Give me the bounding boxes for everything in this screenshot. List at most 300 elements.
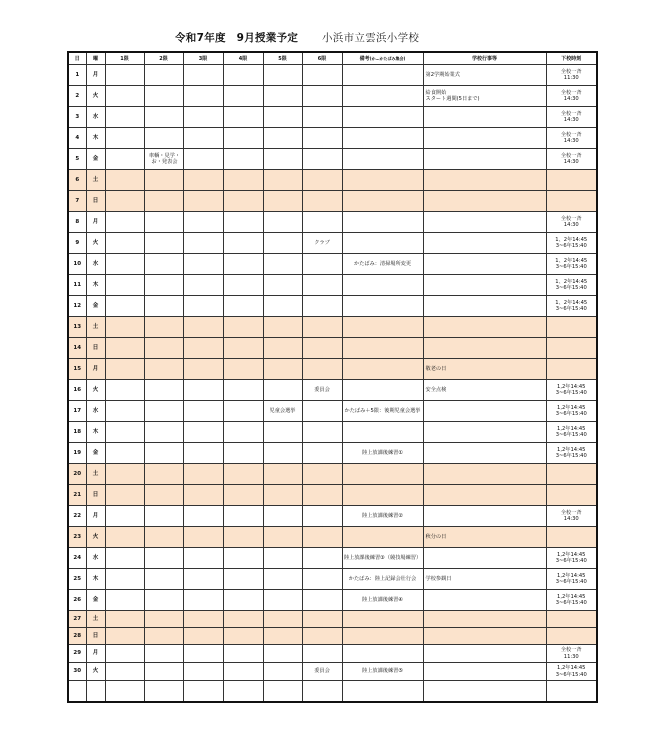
- period-1-cell: [105, 107, 144, 128]
- period-6-cell: [302, 275, 342, 296]
- period-5-cell: [263, 359, 302, 380]
- remarks-cell: [342, 170, 423, 191]
- dismissal-cell: [546, 569, 597, 590]
- dismissal-line-1: 1,2年14:45: [557, 593, 586, 600]
- event-cell: [423, 645, 546, 663]
- period-5-cell: [263, 254, 302, 275]
- table-row: [68, 443, 597, 464]
- period-3-cell: [183, 443, 223, 464]
- period-6-cell: [302, 317, 342, 338]
- period-4-cell: [223, 191, 263, 212]
- day-cell: 30: [68, 663, 86, 681]
- period-4-cell: [223, 317, 263, 338]
- period-4-cell: [223, 422, 263, 443]
- day-cell: 12: [68, 296, 86, 317]
- dismissal-cell: [546, 401, 597, 422]
- dismissal-line-1: 全校一斉: [560, 215, 582, 222]
- remarks-cell: [342, 611, 423, 628]
- period-1-cell: [105, 663, 144, 681]
- period-6-cell: [302, 170, 342, 191]
- schedule-table: [67, 51, 598, 703]
- period-2-cell: [144, 338, 183, 359]
- period-2-cell: [144, 663, 183, 681]
- period-6-cell: [302, 191, 342, 212]
- weekday-cell: 月: [86, 506, 105, 527]
- table-row: [68, 107, 597, 128]
- event-cell: [423, 359, 546, 380]
- dismissal-line-2: 3~6年15:40: [555, 285, 587, 291]
- event-text: 敬老の日: [425, 365, 447, 372]
- day-cell: 2: [68, 86, 86, 107]
- dismissal-cell: [546, 107, 597, 128]
- day-cell: 9: [68, 233, 86, 254]
- period-4-cell: [223, 149, 263, 170]
- table-row: [68, 645, 597, 663]
- weekday-cell: 火: [86, 380, 105, 401]
- table-row: [68, 663, 597, 681]
- header-events: 学校行事等: [423, 52, 546, 65]
- table-row: [68, 254, 597, 275]
- dismissal-line-2: 3~6年15:40: [555, 600, 587, 606]
- period-4-cell: [223, 548, 263, 569]
- period-4-cell: [223, 275, 263, 296]
- dismissal-line-1: 1,2年14:45: [557, 425, 586, 432]
- period-6-cell: [302, 611, 342, 628]
- period-2-cell: [144, 506, 183, 527]
- event-cell: [423, 212, 546, 233]
- weekday-cell: 木: [86, 569, 105, 590]
- period-3-cell: [183, 317, 223, 338]
- period-2-cell: [144, 443, 183, 464]
- period-3-cell: [183, 645, 223, 663]
- day-cell: 10: [68, 254, 86, 275]
- period-5-cell: [263, 191, 302, 212]
- period-1-cell: [105, 212, 144, 233]
- weekday-cell: 金: [86, 149, 105, 170]
- period-3-cell: [183, 128, 223, 149]
- remarks-cell: [342, 296, 423, 317]
- period-4-cell: [223, 401, 263, 422]
- period-5-cell: [263, 128, 302, 149]
- day-cell: 16: [68, 380, 86, 401]
- period-6-cell: 委員会: [302, 380, 342, 401]
- period-4-cell: [223, 464, 263, 485]
- period-5-cell: [263, 86, 302, 107]
- period-6-cell: クラブ: [302, 233, 342, 254]
- weekday-cell: 土: [86, 317, 105, 338]
- remarks-cell: [342, 191, 423, 212]
- period-6-cell: [302, 65, 342, 86]
- period-2-cell: [144, 380, 183, 401]
- period-5-cell: [263, 663, 302, 681]
- table-row: [68, 380, 597, 401]
- header-dow: 曜: [86, 52, 105, 65]
- period-3-cell: [183, 359, 223, 380]
- event-cell: [423, 569, 546, 590]
- day-cell: 25: [68, 569, 86, 590]
- remarks-cell: [342, 65, 423, 86]
- period-2-cell: [144, 86, 183, 107]
- period-6-cell: [302, 464, 342, 485]
- period-6-cell: [302, 527, 342, 548]
- period-4-cell: [223, 645, 263, 663]
- day-cell: 29: [68, 645, 86, 663]
- dismissal-cell: [546, 86, 597, 107]
- event-cell: [423, 401, 546, 422]
- weekday-cell: 土: [86, 611, 105, 628]
- period-3-cell: [183, 149, 223, 170]
- remarks-cell: [342, 128, 423, 149]
- period-6-cell: [302, 149, 342, 170]
- remarks-cell: 陸上放課後練習⑤: [342, 663, 423, 681]
- period-5-cell: [263, 107, 302, 128]
- table-row: [68, 422, 597, 443]
- event-cell: [423, 191, 546, 212]
- table-row: [68, 506, 597, 527]
- day-cell: 28: [68, 628, 86, 645]
- dismissal-cell: [546, 191, 597, 212]
- day-cell: 3: [68, 107, 86, 128]
- period-4-cell: [223, 506, 263, 527]
- period-1-cell: [105, 548, 144, 569]
- period-1-cell: [105, 170, 144, 191]
- event-cell: [423, 275, 546, 296]
- period-3-cell: [183, 663, 223, 681]
- period-1-cell: [105, 464, 144, 485]
- period-3-cell: [183, 254, 223, 275]
- weekday-cell: 月: [86, 212, 105, 233]
- blank-cell: [144, 681, 183, 703]
- weekday-cell: 月: [86, 65, 105, 86]
- remarks-cell: [342, 233, 423, 254]
- dismissal-line-1: 全校一斉: [560, 89, 582, 96]
- weekday-cell: 火: [86, 527, 105, 548]
- dismissal-line-1: 1,2年14:45: [557, 551, 586, 558]
- period-3-cell: [183, 296, 223, 317]
- period-2-cell: [144, 212, 183, 233]
- dismissal-cell: [546, 464, 597, 485]
- weekday-cell: 金: [86, 443, 105, 464]
- remarks-cell: [342, 275, 423, 296]
- day-cell: 4: [68, 128, 86, 149]
- remarks-cell: [342, 149, 423, 170]
- period-3-cell: [183, 422, 223, 443]
- remarks-cell: 陸上放課後練習①: [342, 443, 423, 464]
- period-2-cell: [144, 401, 183, 422]
- blank-cell: [105, 681, 144, 703]
- table-row: [68, 149, 597, 170]
- period-5-cell: [263, 275, 302, 296]
- period-5-cell: [263, 527, 302, 548]
- period-3-cell: [183, 275, 223, 296]
- remarks-cell: 陸上放課後練習③（競技場練習）: [342, 548, 423, 569]
- header-dismissal: 下校時刻: [546, 52, 597, 65]
- remarks-cell: [342, 359, 423, 380]
- blank-cell: [68, 681, 86, 703]
- dismissal-cell: [546, 506, 597, 527]
- period-5-cell: [263, 170, 302, 191]
- dismissal-line-2: 3~6年15:40: [555, 432, 587, 438]
- period-4-cell: [223, 65, 263, 86]
- period-4-cell: [223, 443, 263, 464]
- event-cell: [423, 233, 546, 254]
- table-row: [68, 569, 597, 590]
- period-5-cell: [263, 65, 302, 86]
- event-cell: [423, 128, 546, 149]
- period-3-cell: [183, 170, 223, 191]
- day-cell: 13: [68, 317, 86, 338]
- event-cell: [423, 107, 546, 128]
- period-1-cell: [105, 628, 144, 645]
- dismissal-line-2: 3~6年15:40: [555, 671, 587, 678]
- period-4-cell: [223, 128, 263, 149]
- table-row: [68, 548, 597, 569]
- event-text: 給食開始: [425, 89, 447, 96]
- dismissal-line-1: 1,2年14:45: [557, 665, 586, 672]
- dismissal-line-1: 1、2年14:45: [555, 236, 588, 243]
- table-row: [68, 275, 597, 296]
- day-cell: 8: [68, 212, 86, 233]
- remarks-cell: [342, 464, 423, 485]
- period-1-cell: [105, 569, 144, 590]
- period-1-cell: [105, 275, 144, 296]
- school-name: 小浜市立雲浜小学校: [322, 32, 420, 44]
- period-4-cell: [223, 212, 263, 233]
- remarks-cell: 陸上放課後練習④: [342, 590, 423, 611]
- blank-cell: [423, 681, 546, 703]
- period-1-cell: [105, 65, 144, 86]
- period-3-cell: [183, 527, 223, 548]
- period-1-cell: [105, 296, 144, 317]
- dismissal-line-1: 1,2年14:45: [557, 446, 586, 453]
- remarks-cell: [342, 317, 423, 338]
- table-row: [68, 628, 597, 645]
- period-1-cell: [105, 191, 144, 212]
- dismissal-cell: [546, 422, 597, 443]
- event-cell: [423, 485, 546, 506]
- header-period-2: 2限: [144, 52, 183, 65]
- weekday-cell: 木: [86, 128, 105, 149]
- event-cell: [423, 317, 546, 338]
- dismissal-line-2: 3~6年15:40: [555, 390, 587, 396]
- weekday-cell: 金: [86, 590, 105, 611]
- period-2-cell: [144, 590, 183, 611]
- event-cell: [423, 464, 546, 485]
- table-row: [68, 86, 597, 107]
- table-row: [68, 212, 597, 233]
- table-row: [68, 464, 597, 485]
- header-row: [68, 52, 597, 65]
- period-2-cell: [144, 191, 183, 212]
- period-4-cell: [223, 359, 263, 380]
- period-3-cell: [183, 86, 223, 107]
- blank-cell: [223, 681, 263, 703]
- period-2-cell: [144, 569, 183, 590]
- dismissal-line-2: 3~6年15:40: [555, 579, 587, 585]
- dismissal-cell: [546, 527, 597, 548]
- event-cell: [423, 611, 546, 628]
- table-row: [68, 191, 597, 212]
- table-row: [68, 296, 597, 317]
- remarks-cell: [342, 380, 423, 401]
- period-5-cell: [263, 645, 302, 663]
- remarks-cell: かたばみ＋5限：後期児童会選挙: [342, 401, 423, 422]
- period-3-cell: [183, 233, 223, 254]
- period-1-cell: [105, 527, 144, 548]
- period-6-cell: [302, 86, 342, 107]
- period-2-cell: [144, 422, 183, 443]
- dismissal-cell: [546, 485, 597, 506]
- header-period-3: 3限: [183, 52, 223, 65]
- period-2-cell: [144, 527, 183, 548]
- remarks-cell: [342, 485, 423, 506]
- table-row-blank: [68, 681, 597, 703]
- day-cell: 20: [68, 464, 86, 485]
- day-cell: 11: [68, 275, 86, 296]
- weekday-cell: 木: [86, 422, 105, 443]
- period-4-cell: [223, 590, 263, 611]
- dismissal-cell: [546, 548, 597, 569]
- period-5-cell: [263, 212, 302, 233]
- dismissal-cell: [546, 296, 597, 317]
- period-4-cell: [223, 86, 263, 107]
- dismissal-cell: [546, 645, 597, 663]
- table-row: [68, 233, 597, 254]
- table-row: [68, 401, 597, 422]
- dismissal-line-1: 全校一斉: [560, 68, 582, 75]
- dismissal-line-1: 全校一斉: [560, 110, 582, 117]
- header-period-6: 6限: [302, 52, 342, 65]
- dismissal-line-2: 3~6年15:40: [555, 453, 587, 459]
- dismissal-line-2: 14:30: [563, 516, 579, 522]
- period-3-cell: [183, 611, 223, 628]
- period-6-cell: [302, 628, 342, 645]
- event-cell: [423, 380, 546, 401]
- header-period-1: 1限: [105, 52, 144, 65]
- dismissal-cell: [546, 149, 597, 170]
- weekday-cell: 月: [86, 359, 105, 380]
- event-cell: [423, 663, 546, 681]
- event-text: 第2学期始業式: [425, 71, 460, 78]
- period-1-cell: [105, 254, 144, 275]
- weekday-cell: 火: [86, 663, 105, 681]
- period-4-cell: [223, 663, 263, 681]
- dismissal-cell: [546, 233, 597, 254]
- event-text: 学校参観日: [425, 575, 452, 582]
- period-1-cell: [105, 506, 144, 527]
- period-2-cell: [144, 317, 183, 338]
- document-title: [0, 30, 650, 46]
- period-1-cell: [105, 401, 144, 422]
- period-2-cell: [144, 645, 183, 663]
- period-2-cell: [144, 296, 183, 317]
- day-cell: 24: [68, 548, 86, 569]
- blank-cell: [263, 681, 302, 703]
- period-1-cell: [105, 422, 144, 443]
- period-4-cell: [223, 569, 263, 590]
- weekday-cell: 水: [86, 401, 105, 422]
- period-5-cell: [263, 485, 302, 506]
- event-cell: [423, 422, 546, 443]
- period-2-cell: [144, 275, 183, 296]
- period-6-cell: [302, 422, 342, 443]
- dismissal-line-1: 1,2年14:45: [557, 572, 586, 579]
- dismissal-line-2: 14:30: [563, 138, 579, 144]
- day-cell: 21: [68, 485, 86, 506]
- dismissal-line-2: 14:30: [563, 222, 579, 228]
- remarks-cell: [342, 527, 423, 548]
- period-1-cell: [105, 317, 144, 338]
- dismissal-cell: [546, 338, 597, 359]
- table-row: [68, 317, 597, 338]
- event-cell: [423, 65, 546, 86]
- period-6-cell: [302, 645, 342, 663]
- period-3-cell: [183, 506, 223, 527]
- period-3-cell: [183, 380, 223, 401]
- period-3-cell: [183, 107, 223, 128]
- period-1-cell: [105, 443, 144, 464]
- period-4-cell: [223, 628, 263, 645]
- header-day: 日: [68, 52, 86, 65]
- remarks-cell: [342, 628, 423, 645]
- dismissal-line-2: 14:30: [563, 117, 579, 123]
- dismissal-cell: [546, 254, 597, 275]
- period-2-cell: [144, 107, 183, 128]
- dismissal-cell: [546, 275, 597, 296]
- event-cell: [423, 590, 546, 611]
- period-2-cell: [144, 65, 183, 86]
- dismissal-line-1: 1、2年14:45: [555, 278, 588, 285]
- day-cell: 6: [68, 170, 86, 191]
- period-1-cell: [105, 359, 144, 380]
- dismissal-cell: [546, 212, 597, 233]
- weekday-cell: 土: [86, 464, 105, 485]
- blank-cell: [342, 681, 423, 703]
- period-5-cell: [263, 149, 302, 170]
- event-cell: [423, 170, 546, 191]
- period-5-cell: [263, 422, 302, 443]
- dismissal-cell: [546, 317, 597, 338]
- remarks-cell: [342, 107, 423, 128]
- period-5-cell: [263, 506, 302, 527]
- period-4-cell: [223, 254, 263, 275]
- weekday-cell: 火: [86, 86, 105, 107]
- period-2-cell: 車輌・見学・お・発表会: [144, 149, 183, 170]
- weekday-cell: 日: [86, 191, 105, 212]
- period-6-cell: [302, 569, 342, 590]
- dismissal-line-1: 1,2年14:45: [557, 404, 586, 411]
- period-1-cell: [105, 128, 144, 149]
- header-remarks: [342, 52, 423, 65]
- schedule-title: 令和7年度 9月授業予定: [175, 32, 299, 44]
- dismissal-cell: [546, 359, 597, 380]
- day-cell: 23: [68, 527, 86, 548]
- weekday-cell: 日: [86, 338, 105, 359]
- blank-cell: [86, 681, 105, 703]
- dismissal-line-2: 3~6年15:40: [555, 558, 587, 564]
- dismissal-cell: [546, 65, 597, 86]
- event-cell: [423, 338, 546, 359]
- weekday-cell: 木: [86, 275, 105, 296]
- header-period-5: 5限: [263, 52, 302, 65]
- dismissal-line-2: 3~6年15:40: [555, 264, 587, 270]
- header-period-4: 4限: [223, 52, 263, 65]
- period-3-cell: [183, 65, 223, 86]
- day-cell: 14: [68, 338, 86, 359]
- table-row: [68, 527, 597, 548]
- period-2-cell: [144, 170, 183, 191]
- event-cell: [423, 548, 546, 569]
